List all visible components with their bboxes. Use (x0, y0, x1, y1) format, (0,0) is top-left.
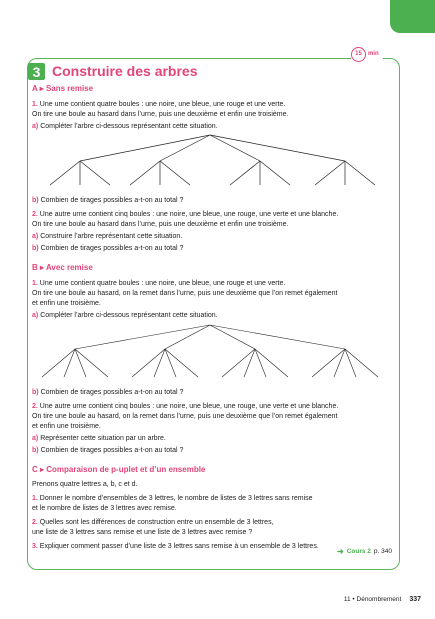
b-q1-line2: On tire une boule au hasard, on la remet dans l’urne, puis une deuxième que l’on remet également (32, 290, 338, 297)
cours-page: p. 340 (373, 548, 392, 555)
tree-b-branch (165, 349, 176, 377)
tree-avec-remise (30, 321, 390, 383)
tree-a-branch (210, 135, 345, 161)
exercise-title: Construire des arbres (52, 63, 198, 79)
tree-b-branch (75, 349, 108, 377)
tree-a-branch (345, 161, 375, 185)
tree-a-branch (160, 161, 190, 185)
tree-b-branch (255, 349, 288, 377)
tree-b-branch (334, 349, 345, 377)
a-q2b: b) Combien de tirages possibles a-t-on au total ? (32, 245, 184, 252)
tree-b-branch (165, 349, 198, 377)
a-q1b: b) Combien de tirages possibles a-t-on au total ? (32, 197, 184, 204)
tree-a-branch (130, 161, 160, 185)
b-q1a: a) Compléter l’arbre ci-dessous représentant cette situation. (32, 312, 218, 319)
b-q2-line1: 2. Une autre urne contient cinq boules : une noire, une bleue, une rouge, une verte et une blanche. (32, 403, 339, 410)
arrow-right-icon: ➜ (337, 547, 344, 556)
b-q1-line3: et enfin une troisième. (32, 300, 101, 307)
tree-b-branch (210, 325, 345, 349)
c-q1-line1: 1. Donner le nombre d’ensembles de 3 lettres, le nombre de listes de 3 lettres sans remise (32, 495, 313, 502)
tree-a-branch (80, 161, 110, 185)
tree-a-branch (80, 135, 210, 161)
a-q2a: a) Construire l’arbre représentant cette situation. (32, 233, 183, 240)
a-q2-line2: On tire une boule au hasard dans l’urne, puis une deuxième et enfin une troisième. (32, 221, 289, 228)
tree-b-branch (255, 349, 266, 377)
section-c-heading: C ▸ Comparaison de p-uplet et d’un ensemble (32, 465, 206, 474)
cours-reference[interactable] (337, 547, 392, 556)
section-a-heading: A ▸ Sans remise (32, 84, 94, 93)
tree-a-branch (230, 161, 260, 185)
page-number: 337 (409, 596, 421, 603)
tree-b-branch (75, 325, 210, 349)
a-q1a: a) Compléter l’arbre ci-dessous représentant cette situation. (32, 123, 218, 130)
tree-b-branch (222, 349, 255, 377)
tree-a-branch (160, 135, 210, 161)
tree-a-branch (50, 161, 80, 185)
c-intro: Prenons quatre lettres a, b, c et d. (32, 481, 138, 488)
c-q2-line2: une liste de 3 lettres sans remise et une liste de 3 lettres avec remise ? (32, 529, 253, 536)
tree-b-branch (64, 349, 75, 377)
chapter-tab (390, 0, 435, 33)
a-q1-line1: 1. Une urne contient quatre boules : une noire, une bleue, une rouge et une verte. (32, 101, 286, 108)
cours-label: Cours 2 (346, 548, 371, 555)
a-q2-line1: 2. Une autre urne contient cinq boules : une noire, une bleue, une rouge, une verte et une blanche. (32, 211, 339, 218)
tree-b-branch (345, 349, 356, 377)
tree-sans-remise (30, 131, 390, 191)
b-q2b: b) Combien de tirages possibles a-t-on au total ? (32, 447, 184, 454)
timer-unit: min (368, 51, 379, 57)
tree-b-branch (312, 349, 345, 377)
tree-a-branch (315, 161, 345, 185)
a-q1-line2: On tire une boule au hasard dans l’urne, puis une deuxième et enfin une troisième. (32, 111, 289, 118)
timer-minutes: 15 (355, 51, 362, 57)
b-q1-line1: 1. Une urne contient quatre boules : une noire, une bleue, une rouge et une verte. (32, 280, 286, 287)
c-q2-line1: 2. Quelles sont les différences de construction entre un ensemble de 3 lettres, (32, 519, 274, 526)
section-b-heading: B ▸ Avec remise (32, 263, 93, 272)
tree-a-branch (260, 161, 290, 185)
c-q3-line1: 3. Expliquer comment passer d’une liste de 3 lettres sans remise à un ensemble de 3 lettres. (32, 543, 319, 550)
tree-b-branch (75, 349, 86, 377)
chapter-name: 11 • Dénombrement (343, 596, 402, 603)
b-q2-line2: On tire une boule au hasard, on la remet dans l’urne, puis une deuxième que l’on remet également (32, 413, 338, 420)
b-q2a: a) Représenter cette situation par un arbre. (32, 435, 166, 442)
b-q1b: b) Combien de tirages possibles a-t-on au total ? (32, 389, 184, 396)
tree-b-branch (210, 325, 255, 349)
tree-b-branch (244, 349, 255, 377)
stopwatch-icon (351, 47, 366, 62)
page-footer (344, 596, 421, 603)
tree-b-branch (165, 325, 210, 349)
tree-b-branch (154, 349, 165, 377)
tree-b-branch (345, 349, 378, 377)
c-q1-line2: et le nombre de listes de 3 lettres avec remise. (32, 505, 177, 512)
tree-b-branch (132, 349, 165, 377)
tree-b-branch (42, 349, 75, 377)
b-q2-line3: et enfin une troisième. (32, 423, 101, 430)
exercise-number: 3 (28, 63, 45, 80)
tree-a-branch (210, 135, 260, 161)
timer-badge (351, 46, 383, 62)
